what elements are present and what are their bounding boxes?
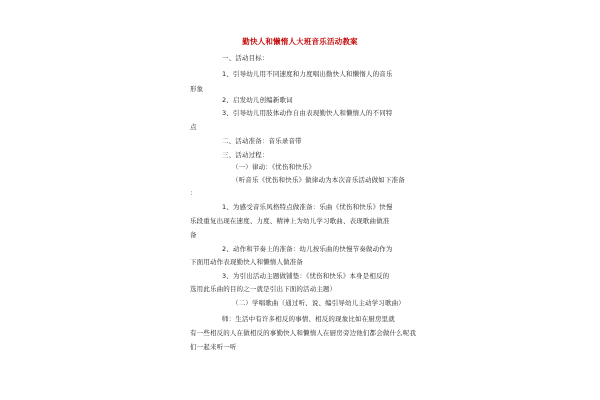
subsection-heading: （二）学唱歌曲（通过听、说、编引导幼儿主动学习歌曲） bbox=[232, 299, 405, 307]
paragraph-line: （听音乐《忧伤和快乐》做律动为本次音乐活动做如下准备 bbox=[232, 176, 405, 184]
paragraph-line: 1、为感受音乐风格特点做准备：乐曲《忧伤和快乐》快慢 bbox=[222, 203, 393, 211]
paragraph-line: 2、动作和节奏上的准备：幼儿按乐曲的快慢节奏做动作为 bbox=[222, 245, 393, 253]
paragraph-line: 3、引导幼儿用肢体动作自由表现勤快人和懒惰人的不同特 bbox=[222, 109, 393, 117]
section-heading: 二、活动准备：音乐录音带 bbox=[222, 137, 302, 145]
paragraph-line: 2、启发幼儿创编新歌词 bbox=[222, 96, 293, 104]
paragraph-line: 乐段重复出现在速度、力度、精神上为幼儿学习歌曲、表现歌曲做准 bbox=[190, 217, 390, 225]
document-title: 勤快人和懒惰人大班音乐活动教案 bbox=[242, 37, 358, 46]
subsection-heading: （一）律动：《忧伤和快乐》 bbox=[232, 163, 316, 171]
paragraph-line: 有一些相反的人在做相反的事勤快人和懒惰人在厨房旁边他们都会做什么呢我 bbox=[190, 329, 417, 337]
paragraph-line: 选用此乐曲的目的之一就是引出下面的活动主题） bbox=[190, 285, 337, 293]
paragraph-line: 们一起来听一听 bbox=[190, 343, 237, 351]
paragraph-line: 3、为引出活动主题做铺垫：《忧伤和快乐》本身是相反的 bbox=[222, 272, 390, 280]
paragraph-line: 点 bbox=[190, 123, 197, 131]
paragraph-line: 备 bbox=[190, 231, 197, 239]
paragraph-line: 下面用动作表现勤快人和懒惰人做准备 bbox=[190, 258, 304, 266]
paragraph-line: 形象 bbox=[190, 85, 204, 93]
section-heading: 一、活动目标： bbox=[222, 54, 269, 62]
section-heading: 三、活动过程： bbox=[222, 151, 269, 159]
paragraph-line: 师：生活中有许多相反的事情、相反的现象比如在厨房里就 bbox=[222, 315, 395, 323]
paragraph-line: 1、引导幼儿用不同速度和力度唱出勤快人和懒惰人的音乐 bbox=[222, 70, 393, 78]
paragraph-line: ： bbox=[190, 189, 197, 197]
